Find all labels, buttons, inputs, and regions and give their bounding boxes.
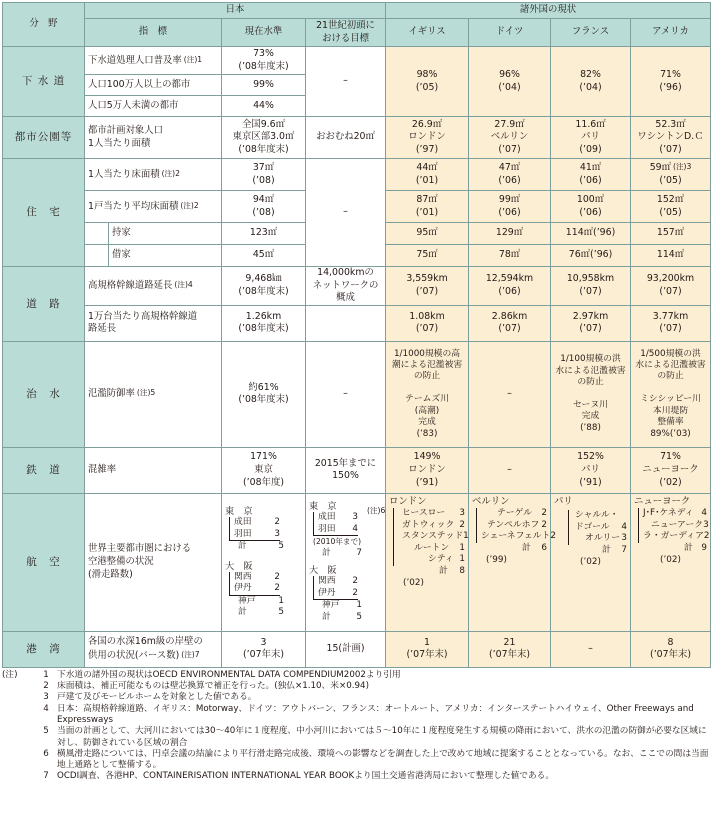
indicator-label: 混雑率 bbox=[85, 447, 222, 493]
indicator-label: 世界主要都市圏における 空港整備の状況 (滑走路数) bbox=[85, 493, 222, 631]
us-value: 1/500規模の洪 水による氾濫被害 の防止 ミシシッピー川 本川堤防 整備率 89%(’03) bbox=[631, 341, 711, 447]
uk-value: 1.08km (’07) bbox=[386, 305, 469, 341]
airport-total: 計 5 bbox=[238, 541, 284, 552]
us-value: 157㎡ bbox=[631, 223, 711, 245]
airport-total: 計 8 bbox=[439, 565, 466, 576]
header-indicator: 指 標 bbox=[85, 19, 222, 47]
indicator-label: 高規格幹線道路延長 (注)4 bbox=[85, 267, 222, 306]
airport-row: 関西 2 bbox=[234, 571, 280, 582]
fr-value: 11.6㎡ パリ (’09) bbox=[551, 117, 631, 159]
airport-row: 関西 2 bbox=[318, 576, 358, 587]
de-value: – bbox=[469, 447, 551, 493]
airport-total: 計 9 bbox=[684, 542, 708, 553]
airport-list bbox=[393, 508, 469, 566]
us-value: 8 (’07年末) bbox=[631, 631, 711, 667]
fr-value: – bbox=[551, 631, 631, 667]
de-value: 78㎡ bbox=[469, 245, 551, 267]
japan-current: 73% (’08年度末) bbox=[222, 47, 306, 75]
us-value: 52.3㎡ ワシントンD.Ｃ (’07) bbox=[631, 117, 711, 159]
airport-row: 成田 3 bbox=[318, 512, 358, 523]
japan-current: 44% bbox=[222, 96, 306, 117]
category-sewer: 下 水 道 bbox=[3, 47, 85, 117]
airport-row: ニューアーク 3 bbox=[651, 519, 709, 530]
japan-current: 約61% (’08年度末) bbox=[222, 341, 306, 447]
airport-row: シティ 1 bbox=[428, 554, 466, 565]
japan-current-airports bbox=[222, 493, 306, 631]
table-row bbox=[3, 493, 711, 631]
uk-value: 1 (’07年末) bbox=[386, 631, 469, 667]
airport-row: シャルル・ ドゴール 4 bbox=[575, 510, 628, 532]
japan-current: 94㎡ (’08) bbox=[222, 191, 306, 223]
airport-row: ガトウィック 2 bbox=[402, 519, 466, 530]
japan-current: 37㎡ (’08) bbox=[222, 159, 306, 191]
us-airports bbox=[631, 493, 711, 631]
indicator-label: 1戸当たり平均床面積 (注)2 bbox=[85, 191, 222, 223]
footnote-head: (注) bbox=[2, 669, 18, 680]
indicator-label: 1人当たり床面積 (注)2 bbox=[85, 159, 222, 191]
table-row bbox=[3, 305, 711, 341]
uk-value: 149% ロンドン (’91) bbox=[386, 447, 469, 493]
footnote: 2 床面積は、補正可能なものは壁芯換算で補正を行った。(独仏×1.10、米×0.94) bbox=[43, 681, 369, 692]
header-japan: 日本 bbox=[85, 3, 386, 19]
de-value: 2.86km (’07) bbox=[469, 305, 551, 341]
city-label: ロンドン bbox=[389, 495, 427, 507]
indicator-label: 人口5万人未満の都市 bbox=[85, 96, 222, 117]
year-label: (’02) bbox=[580, 557, 601, 568]
de-value: – bbox=[469, 341, 551, 447]
japan-current: 123㎡ bbox=[222, 223, 306, 245]
fr-value: 76㎡(’96) bbox=[551, 245, 631, 267]
indicator-label: 1万台当たり高規格幹線道 路延長 bbox=[85, 305, 222, 341]
airport-row: 羽田 4 bbox=[318, 523, 358, 534]
footnote: 7 OCDI調査、各港HP、CONTAINERISATION INTERNATIONAL YEAR BOOKより国土交通省港湾局において整理した値である。 bbox=[43, 771, 555, 782]
indent-spacer bbox=[85, 223, 109, 245]
indicator-label: 氾濫防御率 (注)5 bbox=[85, 341, 222, 447]
us-value: 152㎡ (’05) bbox=[631, 191, 711, 223]
us-value: 59㎡ (注)3 (’05) bbox=[631, 159, 711, 191]
city-label: ニューヨーク bbox=[634, 495, 691, 507]
header-foreign: 諸外国の現状 bbox=[386, 3, 711, 19]
airport-row: 伊丹 2 bbox=[318, 587, 358, 598]
region-label: 大 阪 bbox=[309, 565, 337, 577]
fr-value: 1/100規模の洪 水による氾濫被害 の防止 セーヌ川 完成 (’88) bbox=[551, 341, 631, 447]
header-target: 21世紀初頭に おける目標 bbox=[306, 19, 386, 47]
table-row bbox=[3, 341, 711, 447]
airport-list bbox=[229, 572, 280, 596]
category-air: 航 空 bbox=[3, 493, 85, 631]
header-uk: イギリス bbox=[386, 19, 469, 47]
footnote: 5 当面の計画として、大河川においては30〜40年に１度程度、中小河川においては５〜10年に１度程度発生する規模の降雨において、洪水の氾濫の防御が必要な区域に対し、防御されている区域の割合 bbox=[43, 726, 707, 748]
airport-list bbox=[476, 508, 556, 543]
region-label: 東 京 bbox=[309, 501, 337, 513]
japan-target bbox=[306, 305, 386, 341]
japan-target: 15(計画) bbox=[306, 631, 386, 667]
airport-total: 計 7 bbox=[602, 544, 628, 555]
de-value: 99㎡ (’06) bbox=[469, 191, 551, 223]
airport-row: 伊丹 2 bbox=[234, 583, 280, 594]
category-housing: 住 宅 bbox=[3, 159, 85, 267]
airport-list bbox=[313, 512, 358, 536]
fr-airports bbox=[551, 493, 631, 631]
de-value: 129㎡ bbox=[469, 223, 551, 245]
table-row bbox=[3, 447, 711, 493]
category-rail: 鉄 道 bbox=[3, 447, 85, 493]
uk-value: 44㎡ (’01) bbox=[386, 159, 469, 191]
japan-current: 全国9.6㎡ 東京区部3.0㎡ (’08年度末) bbox=[222, 117, 306, 159]
airport-row: テンペルホフ 2 bbox=[487, 519, 548, 530]
airport-row: 神戸 1 bbox=[238, 595, 284, 606]
footnote: 3 戸建て及びモービルホームを対象とした値である。 bbox=[43, 692, 257, 703]
airport-row: ラ・ガーディア 2 bbox=[643, 531, 710, 542]
airport-row: シェーネフェルト 2 bbox=[481, 531, 556, 542]
fr-value: 152% パリ (’91) bbox=[551, 447, 631, 493]
airport-list bbox=[313, 576, 358, 600]
region-label: 東 京 bbox=[225, 505, 253, 517]
fr-value: 114㎡(’96) bbox=[551, 223, 631, 245]
footnotes bbox=[2, 670, 710, 783]
de-value: 47㎡ (’06) bbox=[469, 159, 551, 191]
footnote: (注) 1 下水道の諸外国の現状はOECD ENVIRONMENTAL DATA COMPENDIUM2002より引用 bbox=[2, 669, 401, 680]
header-us: アメリカ bbox=[631, 19, 711, 47]
uk-value: 1/1000規模の高 潮による氾濫被害 の防止 テームズ川 (高潮) 完成 (’83) bbox=[386, 341, 469, 447]
table-row bbox=[3, 631, 711, 667]
japan-target: – bbox=[306, 159, 386, 267]
indicator-label: 借家 bbox=[109, 245, 222, 267]
year-label: (’02) bbox=[403, 578, 424, 589]
de-value: 27.9㎡ ベルリン (’07) bbox=[469, 117, 551, 159]
airport-row: テーゲル 2 bbox=[497, 508, 548, 519]
japan-current: 99% bbox=[222, 75, 306, 96]
airport-row: 神戸 1 bbox=[322, 600, 362, 611]
airport-list bbox=[638, 508, 710, 543]
airport-total: 計 7 bbox=[322, 547, 362, 558]
category-road: 道 路 bbox=[3, 267, 85, 342]
header-fr: フランス bbox=[551, 19, 631, 47]
us-value: 71% ニューヨーク (’02) bbox=[631, 447, 711, 493]
indicator-label: 各国の水深16m級の岸壁の 供用の状況(バース数) (注)7 bbox=[85, 631, 222, 667]
airport-row: オルリー 3 bbox=[585, 533, 628, 544]
japan-current: 1.26km (’08年度末) bbox=[222, 305, 306, 341]
airport-row: ヒースロー 3 bbox=[402, 508, 466, 519]
airport-total: 計 5 bbox=[238, 607, 284, 618]
indicator-label: 持家 bbox=[109, 223, 222, 245]
airport-row: 成田 2 bbox=[234, 517, 280, 528]
footnote: 6 横風滑走路については、円卓会議の結論により平行滑走路完成後、環境への影響などを調査した上で改めて地域に提案することとなっている。なお、ここでの間は当面地上通路として整備する。 bbox=[43, 748, 709, 771]
target-year: (2010年まで) bbox=[313, 537, 362, 547]
japan-target: – bbox=[306, 341, 386, 447]
japan-current: 9,468㎞ (’08年度末) bbox=[222, 267, 306, 306]
fr-value: 100㎡ (’06) bbox=[551, 191, 631, 223]
japan-target: 2015年までに 150% bbox=[306, 447, 386, 493]
indicator-label: 下水道処理人口普及率 (注)1 bbox=[85, 47, 222, 75]
us-value: 114㎡ bbox=[631, 245, 711, 267]
airport-row: J･F･ケネディ 4 bbox=[643, 508, 708, 519]
footnote: 4 日本：高規格幹線道路、イギリス：Motorway、ドイツ：アウトバーン、フランス：オートルート、アメリカ：インターステートハイウェイ、Other Freeways and Expressways bbox=[43, 703, 694, 725]
airport-row: 羽田 3 bbox=[234, 528, 280, 539]
japan-target: – bbox=[306, 47, 386, 117]
fr-value: 41㎡ (’06) bbox=[551, 159, 631, 191]
japan-current: 45㎡ bbox=[222, 245, 306, 267]
japan-current: 3 (’07年末) bbox=[222, 631, 306, 667]
japan-current: 171% 東京 (’08年度) bbox=[222, 447, 306, 493]
year-label: (’02) bbox=[660, 555, 681, 566]
fr-value: 10,958km (’07) bbox=[551, 267, 631, 306]
city-label: ベルリン bbox=[472, 495, 510, 507]
table-row bbox=[3, 159, 711, 191]
us-value: 71% (’96) bbox=[631, 47, 711, 117]
fr-value: 82% (’04) bbox=[551, 47, 631, 117]
header-category: 分 野 bbox=[3, 3, 85, 47]
airport-row: スタンステッド 1 bbox=[402, 531, 469, 542]
infrastructure-comparison-table bbox=[2, 2, 711, 668]
year-label: (’99) bbox=[486, 555, 507, 566]
indent-spacer bbox=[85, 245, 109, 267]
uk-value: 98% (’05) bbox=[386, 47, 469, 117]
category-port: 港 湾 bbox=[3, 631, 85, 667]
airport-list bbox=[229, 517, 280, 541]
uk-airports bbox=[386, 493, 469, 631]
table-row bbox=[3, 47, 711, 75]
uk-value: 3,559km (’07) bbox=[386, 267, 469, 306]
region-label: 大 阪 bbox=[225, 560, 253, 572]
us-value: 93,200km (’07) bbox=[631, 267, 711, 306]
indicator-label: 都市計画対象人口 1人当たり面積 bbox=[85, 117, 222, 159]
uk-value: 26.9㎡ ロンドン (’97) bbox=[386, 117, 469, 159]
fr-value: 2.97km (’07) bbox=[551, 305, 631, 341]
uk-value: 75㎡ bbox=[386, 245, 469, 267]
us-value: 3.77km (’07) bbox=[631, 305, 711, 341]
table-row bbox=[3, 117, 711, 159]
comparison-document bbox=[2, 2, 710, 783]
category-park: 都市公園等 bbox=[3, 117, 85, 159]
header-current: 現在水準 bbox=[222, 19, 306, 47]
uk-value: 87㎡ (’01) bbox=[386, 191, 469, 223]
japan-target: おおむね20㎡ bbox=[306, 117, 386, 159]
uk-value: 95㎡ bbox=[386, 223, 469, 245]
airport-row: ルートン 1 bbox=[414, 542, 466, 553]
airport-total: 計 5 bbox=[322, 611, 362, 622]
airport-total: 計 6 bbox=[522, 542, 548, 553]
category-flood: 治 水 bbox=[3, 341, 85, 447]
indicator-label: 人口100万人以上の都市 bbox=[85, 75, 222, 96]
de-value: 21 (’07年末) bbox=[469, 631, 551, 667]
japan-target: 14,000kmの ネットワークの概成 bbox=[306, 267, 386, 306]
airport-list bbox=[568, 510, 627, 545]
de-airports bbox=[469, 493, 556, 631]
japan-target-airports: 東 京 成田 3 羽田 4 (2010年まで) 計 7 大 阪 関西 2 伊丹 2 神戸 1 計 5 (注)6 bbox=[306, 493, 386, 631]
de-value: 12,594km (’06) bbox=[469, 267, 551, 306]
city-label: パリ bbox=[554, 495, 573, 507]
table-row bbox=[3, 267, 711, 306]
de-value: 96% (’04) bbox=[469, 47, 551, 117]
header-de: ドイツ bbox=[469, 19, 551, 47]
